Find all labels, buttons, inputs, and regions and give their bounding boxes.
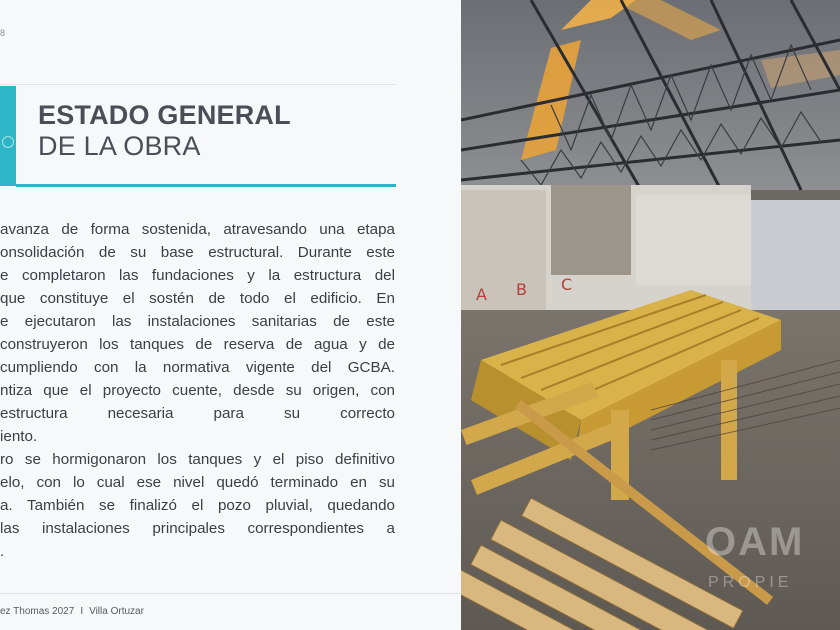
title-underline bbox=[16, 184, 396, 187]
top-divider bbox=[0, 84, 396, 85]
body-line: e ejecutaron las instalaciones sanitarias de este bbox=[0, 313, 395, 330]
footer-project: ez Thomas 2027 bbox=[0, 606, 75, 617]
title-line-2: DE LA OBRA bbox=[38, 131, 201, 161]
footer bbox=[0, 606, 144, 617]
watermark-subtext: PROPIE bbox=[708, 574, 793, 591]
body-line: iento. bbox=[0, 428, 38, 445]
footer-separator: I bbox=[80, 606, 84, 617]
title-line-1: ESTADO GENERAL bbox=[38, 100, 291, 130]
body-line: avanza de forma sostenida, atravesando una etapa bbox=[0, 221, 395, 238]
section-title bbox=[38, 100, 291, 162]
page-number: 8 bbox=[0, 28, 6, 38]
body-line: las instalaciones principales correspondientes a bbox=[0, 520, 395, 537]
body-line: . bbox=[0, 543, 5, 560]
body-line: estructura necesaria para su correcto bbox=[0, 405, 395, 422]
footer-divider bbox=[0, 593, 460, 594]
body-line: onsolidación de su base estructural. Durante este bbox=[0, 244, 395, 261]
body-line: ro se hormigonaron los tanques y el piso definitivo bbox=[0, 451, 395, 468]
body-line: e completaron las fundaciones y la estructura del bbox=[0, 267, 395, 284]
body-line: a. También se finalizó el pozo pluvial, quedando bbox=[0, 497, 395, 514]
svg-text:B: B bbox=[516, 280, 527, 299]
body-line: cumpliendo con la normativa vigente del GCBA. bbox=[0, 359, 395, 376]
body-line: elo, con lo cual ese nivel quedó terminado en su bbox=[0, 474, 395, 491]
svg-text:C: C bbox=[561, 275, 573, 294]
watermark-logo: OAM bbox=[705, 520, 805, 564]
footer-location: Villa Ortuzar bbox=[89, 606, 144, 617]
body-line: que constituye el sostén de todo el edificio. En bbox=[0, 290, 395, 307]
accent-block bbox=[0, 86, 16, 186]
body-paragraph bbox=[0, 218, 395, 563]
svg-text:A: A bbox=[476, 285, 487, 304]
body-line: ntiza que el proyecto cuente, desde su origen, con bbox=[0, 382, 395, 399]
body-line: construyeron los tanques de reserva de agua y de bbox=[0, 336, 395, 353]
